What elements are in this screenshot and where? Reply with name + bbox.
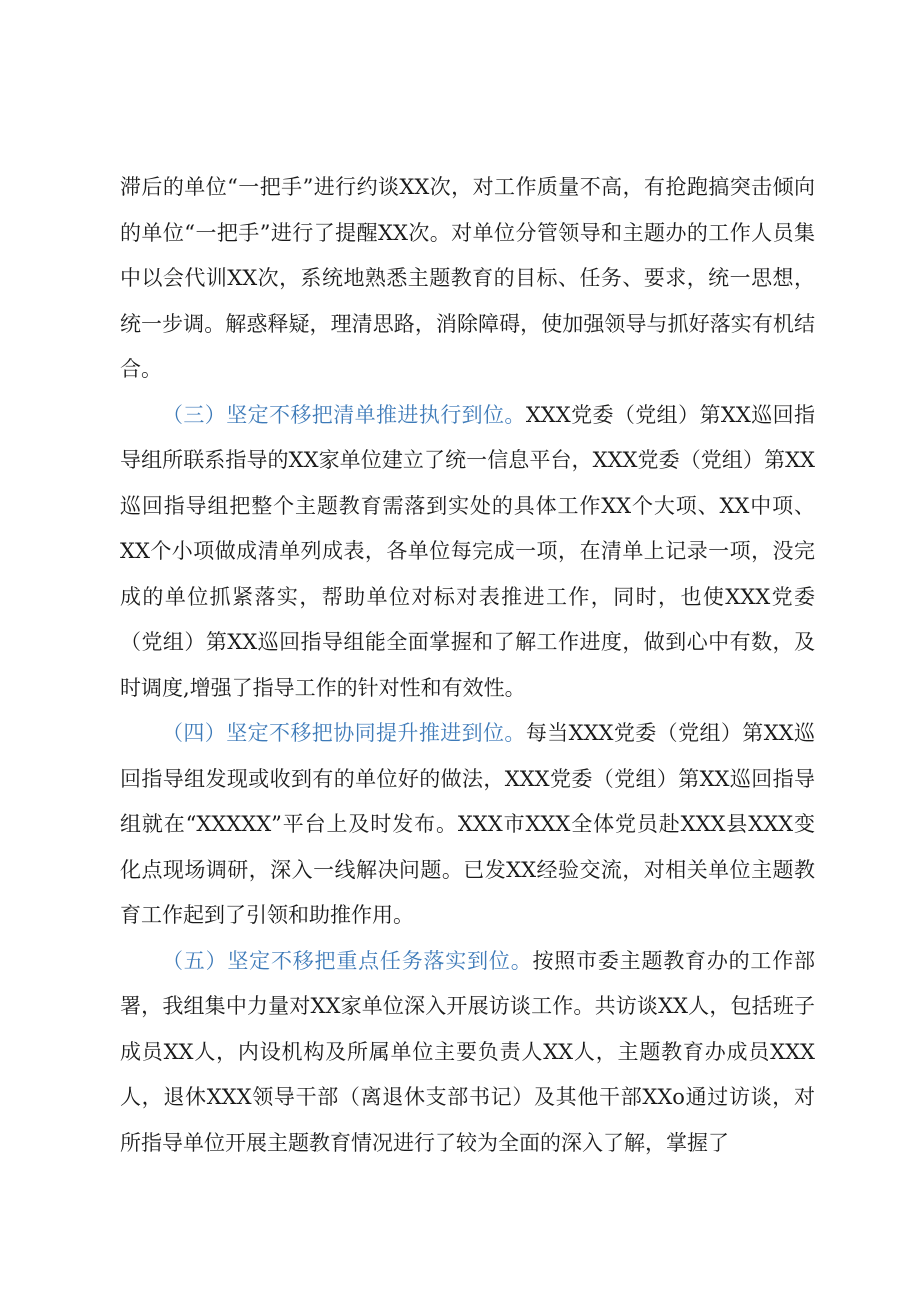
section-4-heading: （四）坚定不移把协同提升推进到位。 bbox=[162, 721, 526, 745]
paragraph-body-text: 滞后的单位“一把手”进行约谈XX次，对工作质量不高，有抢跑搞突击倾向的单位“一把手”进行了提醒XX次。对单位分管领导和主题办的工作人员集中以会代训XX次，系统地熟悉主题教育的目标、任务、要求，统一思想，统一步调。解惑释疑，理清思路，消除障碍，使加强领导与抓好落实有机结合。 bbox=[120, 175, 815, 381]
paragraph-section-5 bbox=[120, 939, 815, 1167]
section-3-heading: （三）坚定不移把清单推进执行到位。 bbox=[162, 402, 526, 427]
paragraph-continued bbox=[120, 165, 815, 393]
document-body bbox=[120, 165, 815, 1166]
section-4-body: 每当XXX党委（党组）第XX巡回指导组发现或收到有的单位好的做法，XXX党委（党组）第XX巡回指导组就在“XXXXX”平台上及时发布。XXX市XXX全体党员赴XXX县XXX变化点现场调研，深入一线解决问题。已发XX经验交流，对相关单位主题教育工作起到了引领和助推作用。 bbox=[120, 721, 815, 927]
paragraph-section-4 bbox=[120, 711, 815, 939]
paragraph-section-3 bbox=[120, 393, 815, 712]
section-5-heading: （五）坚定不移把重点任务落实到位。 bbox=[162, 948, 533, 973]
section-5-body: 按照市委主题教育办的工作部署，我组集中力量对XX家单位深入开展访谈工作。共访谈XX人，包括班子成员XX人，内设机构及所属单位主要负责人XX人，主题教育办成员XXX人，退休XXX领导干部（离退休支部书记）及其他干部XXo通过访谈，对所指导单位开展主题教育情况进行了较为全面的深入了解，掌握了 bbox=[120, 948, 816, 1155]
section-3-body: XXX党委（党组）第XX巡回指导组所联系指导的XX家单位建立了统一信息平台，XXX党委（党组）第XX巡回指导组把整个主题教育需落到实处的具体工作XX个大项、XX中项、XX个小项做成清单列成表，各单位每完成一项，在清单上记录一项，没完成的单位抓紧落实，帮助单位对标对表推进工作，同时，也使XXX党委（党组）第XX巡回指导组能全面掌握和了解工作进度，做到心中有数，及时调度,增强了指导工作的针对性和有效性。 bbox=[120, 402, 815, 700]
